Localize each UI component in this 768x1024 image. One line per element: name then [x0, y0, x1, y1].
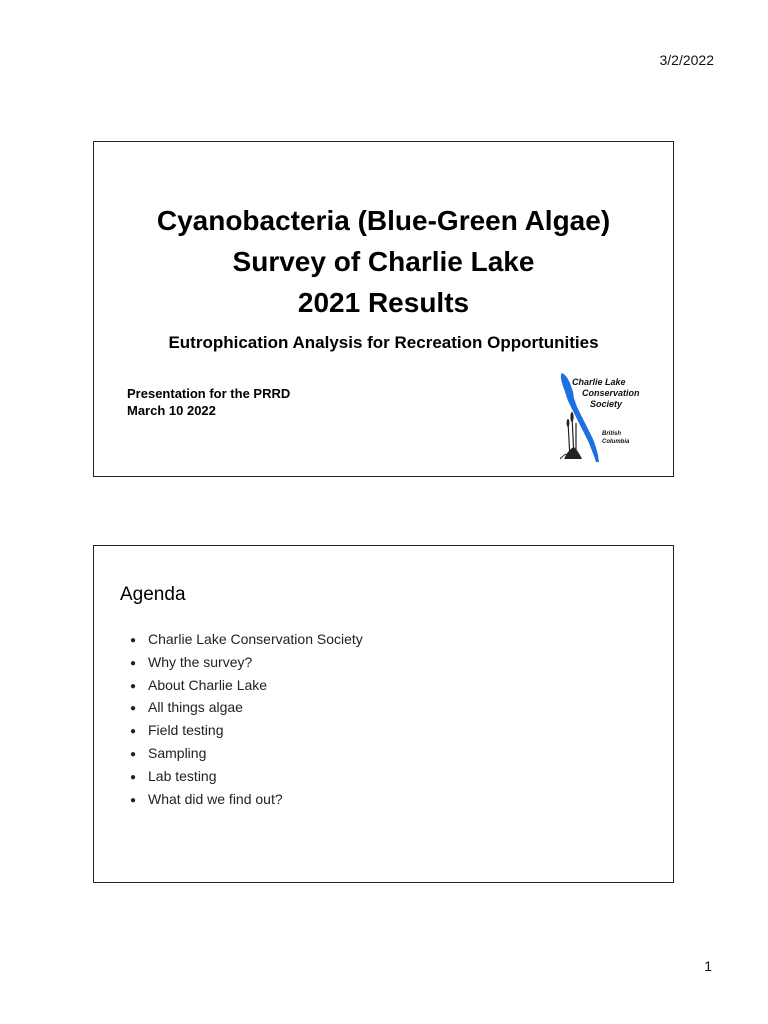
bullet-icon: ● [130, 680, 137, 692]
svg-text:British Columbia [602, 431, 630, 445]
presenter-line: Presentation for the PRRD [127, 386, 291, 401]
agenda-item: ● All things algae [130, 697, 363, 720]
logo-region-line: Columbia [602, 439, 630, 445]
slide-title-heading [94, 200, 673, 323]
agenda-heading: Agenda [120, 584, 186, 605]
bullet-icon: ● [130, 657, 137, 669]
agenda-item: ● Why the survey? [130, 652, 363, 675]
agenda-item: ● What did we find out? [130, 789, 363, 812]
print-date: 3/2/2022 [659, 52, 714, 68]
title-line: Cyanobacteria (Blue-Green Algae) [156, 205, 611, 236]
svg-text:Charlie Lake Conserv [572, 377, 642, 409]
title-line: Survey of Charlie Lake [232, 246, 535, 277]
bullet-icon: ● [130, 726, 137, 738]
logo-name-line: Charlie Lake [572, 377, 626, 387]
logo-name-line: Society [590, 399, 623, 409]
slide-title [93, 141, 674, 477]
lake-map-icon [554, 371, 649, 463]
bullet-icon: ● [130, 748, 137, 760]
agenda-list [130, 629, 363, 811]
agenda-item: ● Sampling [130, 743, 363, 766]
page-number: 1 [704, 958, 712, 974]
agenda-item: ● Lab testing [130, 766, 363, 789]
presenter-info [127, 385, 290, 419]
agenda-item: ● About Charlie Lake [130, 675, 363, 698]
logo-region-line: British [602, 431, 622, 437]
agenda-item: ● Field testing [130, 720, 363, 743]
slide-subtitle: Eutrophication Analysis for Recreation Opportunities [168, 333, 599, 352]
slide-agenda [93, 545, 674, 883]
logo-name-line: Conservation [582, 388, 640, 398]
bullet-icon: ● [130, 703, 137, 715]
bullet-icon: ● [130, 771, 137, 783]
title-line: 2021 Results [297, 287, 470, 318]
bullet-icon: ● [130, 635, 137, 646]
bullet-icon: ● [130, 794, 137, 806]
society-logo [554, 371, 649, 463]
presenter-line: March 10 2022 [127, 403, 216, 418]
agenda-item: ● Charlie Lake Conservation Society [130, 629, 363, 652]
